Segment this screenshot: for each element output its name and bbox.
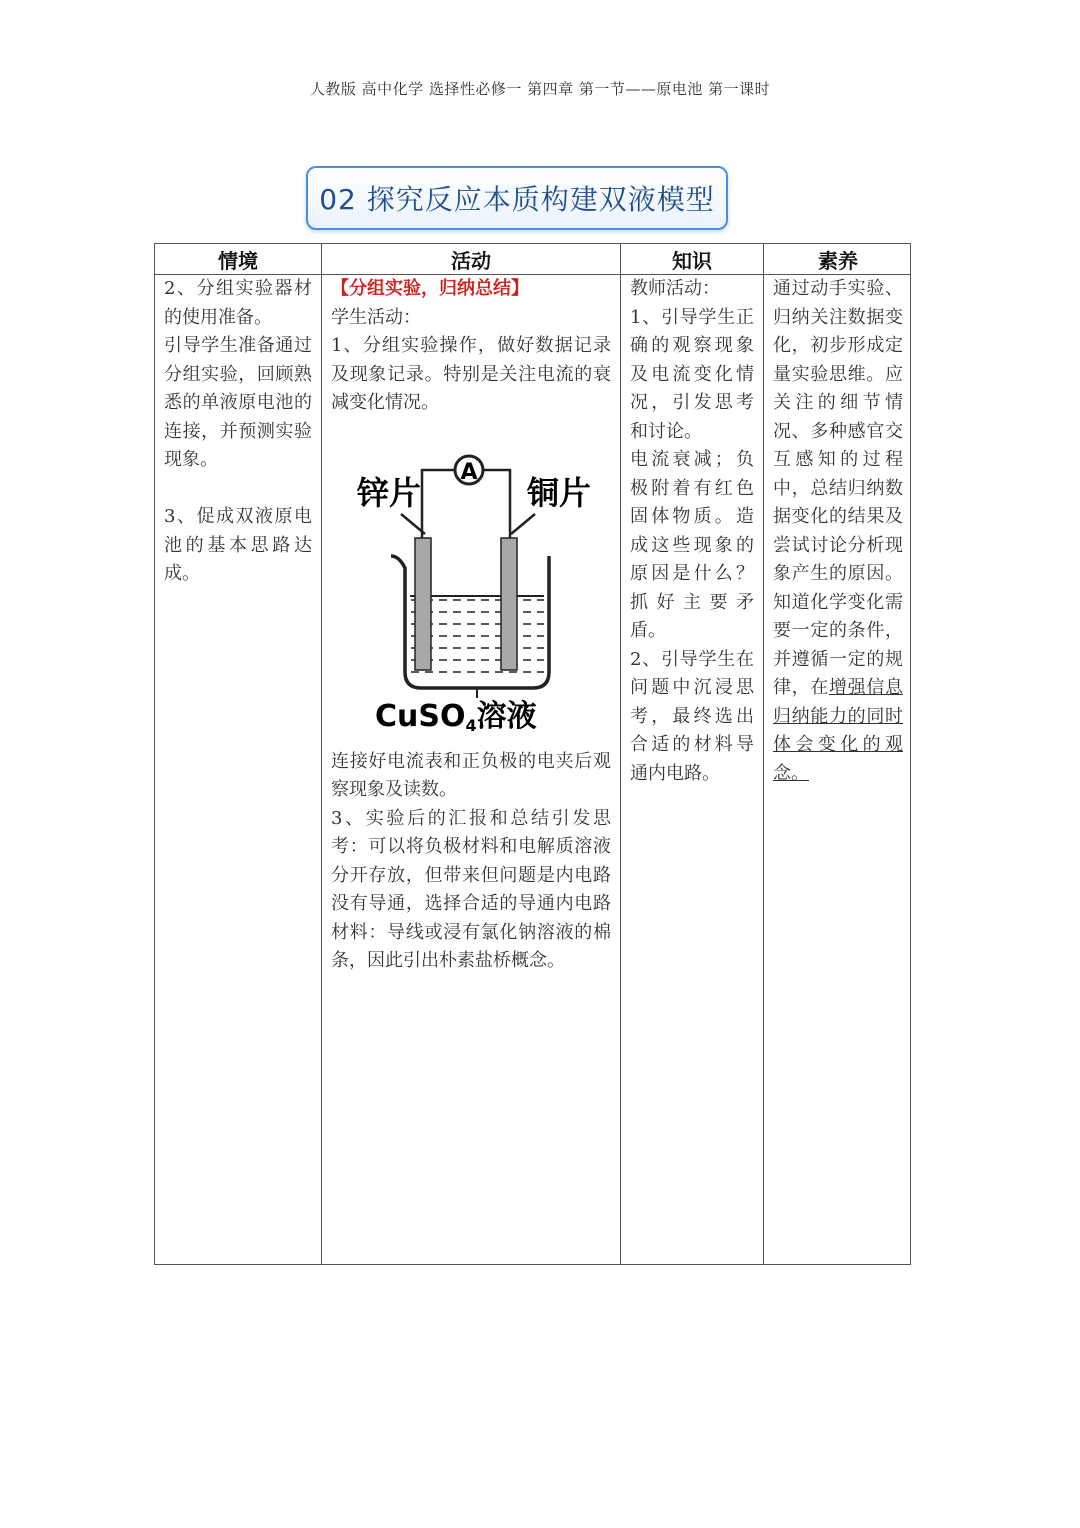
solution-name: 溶液 <box>476 698 537 734</box>
solution-formula: CuSO <box>375 698 466 734</box>
section-title: 02 探究反应本质构建双液模型 <box>319 183 715 216</box>
ammeter-symbol: A <box>460 459 478 485</box>
solution-subscript: 4 <box>465 715 477 735</box>
situation-text-1: 2、分组实验器材的使用准备。 <box>164 278 312 328</box>
knowledge-text-1: 1、引导学生正确的观察现象及电流变化情况，引发思考和讨论。 <box>630 306 754 442</box>
activity-step-3: 3、实验后的汇报和总结引发思考：可以将负极材料和电解质溶液分开存放，但带来但问题是内电路没有导通，选择合适的导通内电路材料：导线或浸有氯化钠溶液的棉条，因此引出朴素盐桥概念。 <box>331 807 611 971</box>
literacy-underlined: 增强信息归纳能力的同时体会变化的观念。 <box>773 677 903 784</box>
activity-heading: 【分组实验，归纳总结】 <box>331 278 529 299</box>
section-banner <box>306 166 728 230</box>
header-literacy: 素养 <box>818 248 858 273</box>
copper-electrode <box>501 538 517 670</box>
galvanic-cell-diagram <box>339 426 592 735</box>
knowledge-text-3: 2、引导学生在问题中沉浸思考，最终选出合适的材料导通内电路。 <box>630 648 754 784</box>
activity-cell <box>331 275 611 976</box>
literacy-plain: 通过动手实验、归纳关注数据变化，初步形成定量实验思维。应关注的细节情况、多种感官交互感知的过程中，总结归纳数据变化的结果及尝试讨论分析现象产生的原因。知道化学变化需要一定的条件，并遵循一定的规律，在 <box>773 278 903 698</box>
page-header: 人教版 高中化学 选择性必修一 第四章 第一节——原电池 第一课时 <box>309 80 771 98</box>
activity-step-1: 1、分组实验操作，做好数据记录及现象记录。特别是关注电流的衰减变化情况。 <box>331 335 611 413</box>
literacy-cell <box>773 275 903 788</box>
header-activity: 活动 <box>451 248 491 273</box>
activity-role: 学生活动： <box>331 306 421 328</box>
situation-text-3: 3、促成双液原电池的基本思路达成。 <box>164 506 312 584</box>
situation-text-2: 引导学生准备通过分组实验，回顾熟悉的单液原电池的连接，并预测实验现象。 <box>164 335 312 470</box>
zinc-electrode <box>415 538 431 670</box>
copper-pointer <box>511 514 535 534</box>
header-situation: 情境 <box>218 248 258 273</box>
situation-cell <box>164 275 312 589</box>
lesson-table <box>154 243 911 1265</box>
copper-label: 铜片 <box>527 473 592 512</box>
knowledge-cell <box>630 275 754 788</box>
activity-after-diagram: 连接好电流表和正负极的电夹后观察现象及读数。 <box>331 750 611 800</box>
right-wire <box>481 470 510 538</box>
solution-label <box>375 699 537 735</box>
left-wire <box>422 470 457 538</box>
header-knowledge: 知识 <box>672 248 712 273</box>
literacy-text <box>773 275 903 788</box>
knowledge-role: 教师活动： <box>630 278 720 299</box>
knowledge-text-2: 电流衰减；负极附着有红色固体物质。造成这些现象的原因是什么？抓好主要矛盾。 <box>630 449 754 641</box>
zinc-label: 锌片 <box>357 473 422 512</box>
